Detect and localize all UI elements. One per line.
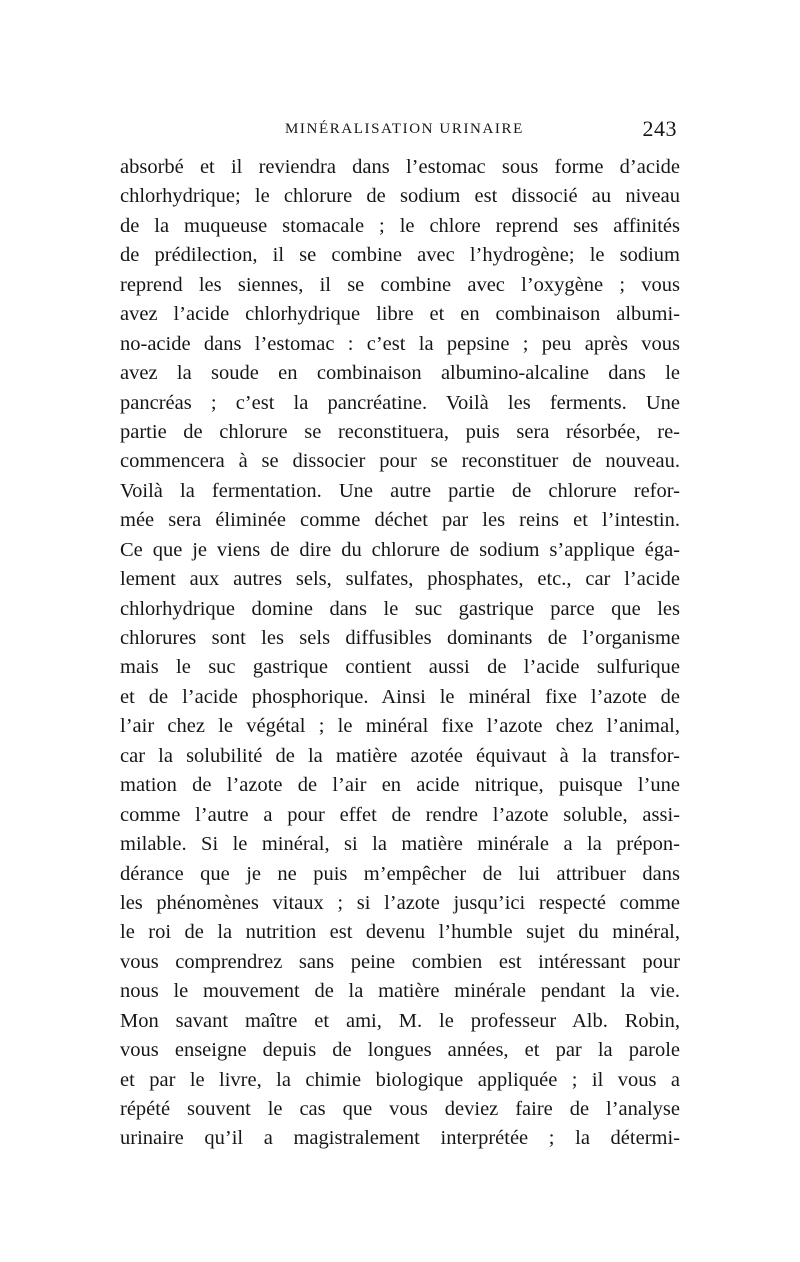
running-title: MINÉRALISATION URINAIRE: [285, 121, 524, 137]
text-line: no-acide dans l’estomac : c’est la pepsine ; peu après vous: [120, 332, 680, 355]
text-line: lement aux autres sels, sulfates, phosphates, etc., car l’acide: [120, 568, 680, 591]
text-line: et par le livre, la chimie biologique appliquée ; il vous a: [120, 1068, 680, 1091]
text-line: vous enseigne depuis de longues années, et par la parole: [120, 1039, 680, 1062]
text-line: et de l’acide phosphorique. Ainsi le minéral fixe l’azote de: [120, 685, 680, 708]
text-line: chlorhydrique domine dans le suc gastrique parce que les: [120, 597, 680, 620]
text-line: comme l’autre a pour effet de rendre l’azote soluble, assi-: [120, 803, 680, 826]
text-line: absorbé et il reviendra dans l’estomac sous forme d’acide: [120, 156, 680, 178]
page-number: 243: [642, 116, 677, 141]
text-line: de prédilection, il se combine avec l’hydrogène; le sodium: [120, 244, 680, 267]
text-line: reprend les siennes, il se combine avec l’oxygène ; vous: [120, 273, 680, 296]
text-line: Ce que je viens de dire du chlorure de sodium s’applique éga-: [120, 538, 680, 561]
text-line: dérance que je ne puis m’empêcher de lui attribuer dans: [120, 862, 680, 885]
text-line: mation de l’azote de l’air en acide nitrique, puisque l’une: [120, 774, 680, 797]
text-line: avez l’acide chlorhydrique libre et en combinaison albumi-: [120, 303, 680, 326]
text-line: car la solubilité de la matière azotée équivaut à la transfor-: [120, 744, 680, 767]
body-text: [120, 153, 680, 1154]
text-line: urinaire qu’il a magistralement interprétée ; la détermi-: [120, 1127, 680, 1150]
text-line: partie de chlorure se reconstituera, puis sera résorbée, re-: [120, 420, 680, 443]
text-line: mée sera éliminée comme déchet par les reins et l’intestin.: [120, 509, 680, 532]
text-line: chlorures sont les sels diffusibles dominants de l’organisme: [120, 627, 680, 649]
text-line: commencera à se dissocier pour se reconstituer de nouveau.: [120, 450, 680, 473]
text-line: vous comprendrez sans peine combien est intéressant pour: [120, 950, 680, 973]
text-line: le roi de la nutrition est devenu l’humble sujet du minéral,: [120, 921, 680, 944]
text-line: Voilà la fermentation. Une autre partie de chlorure refor-: [120, 479, 680, 502]
running-head: [120, 116, 680, 146]
text-line: nous le mouvement de la matière minérale pendant la vie.: [120, 980, 680, 1003]
text-line: Mon savant maître et ami, M. le professeur Alb. Robin,: [120, 1009, 680, 1032]
text-line: répété souvent le cas que vous deviez faire de l’analyse: [120, 1098, 680, 1120]
text-line: milable. Si le minéral, si la matière minérale a la prépon-: [120, 833, 680, 856]
text-line: pancréas ; c’est la pancréatine. Voilà les ferments. Une: [120, 391, 680, 414]
text-line: de la muqueuse stomacale ; le chlore reprend ses affinités: [120, 214, 680, 237]
text-line: chlorhydrique; le chlorure de sodium est dissocié au niveau: [120, 185, 680, 208]
text-line: l’air chez le végétal ; le minéral fixe l’azote chez l’animal,: [120, 715, 680, 738]
text-line: avez la soude en combinaison albumino-alcaline dans le: [120, 362, 680, 385]
text-line: mais le suc gastrique contient aussi de l’acide sulfurique: [120, 656, 680, 679]
text-line: les phénomènes vitaux ; si l’azote jusqu’ici respecté comme: [120, 891, 680, 914]
